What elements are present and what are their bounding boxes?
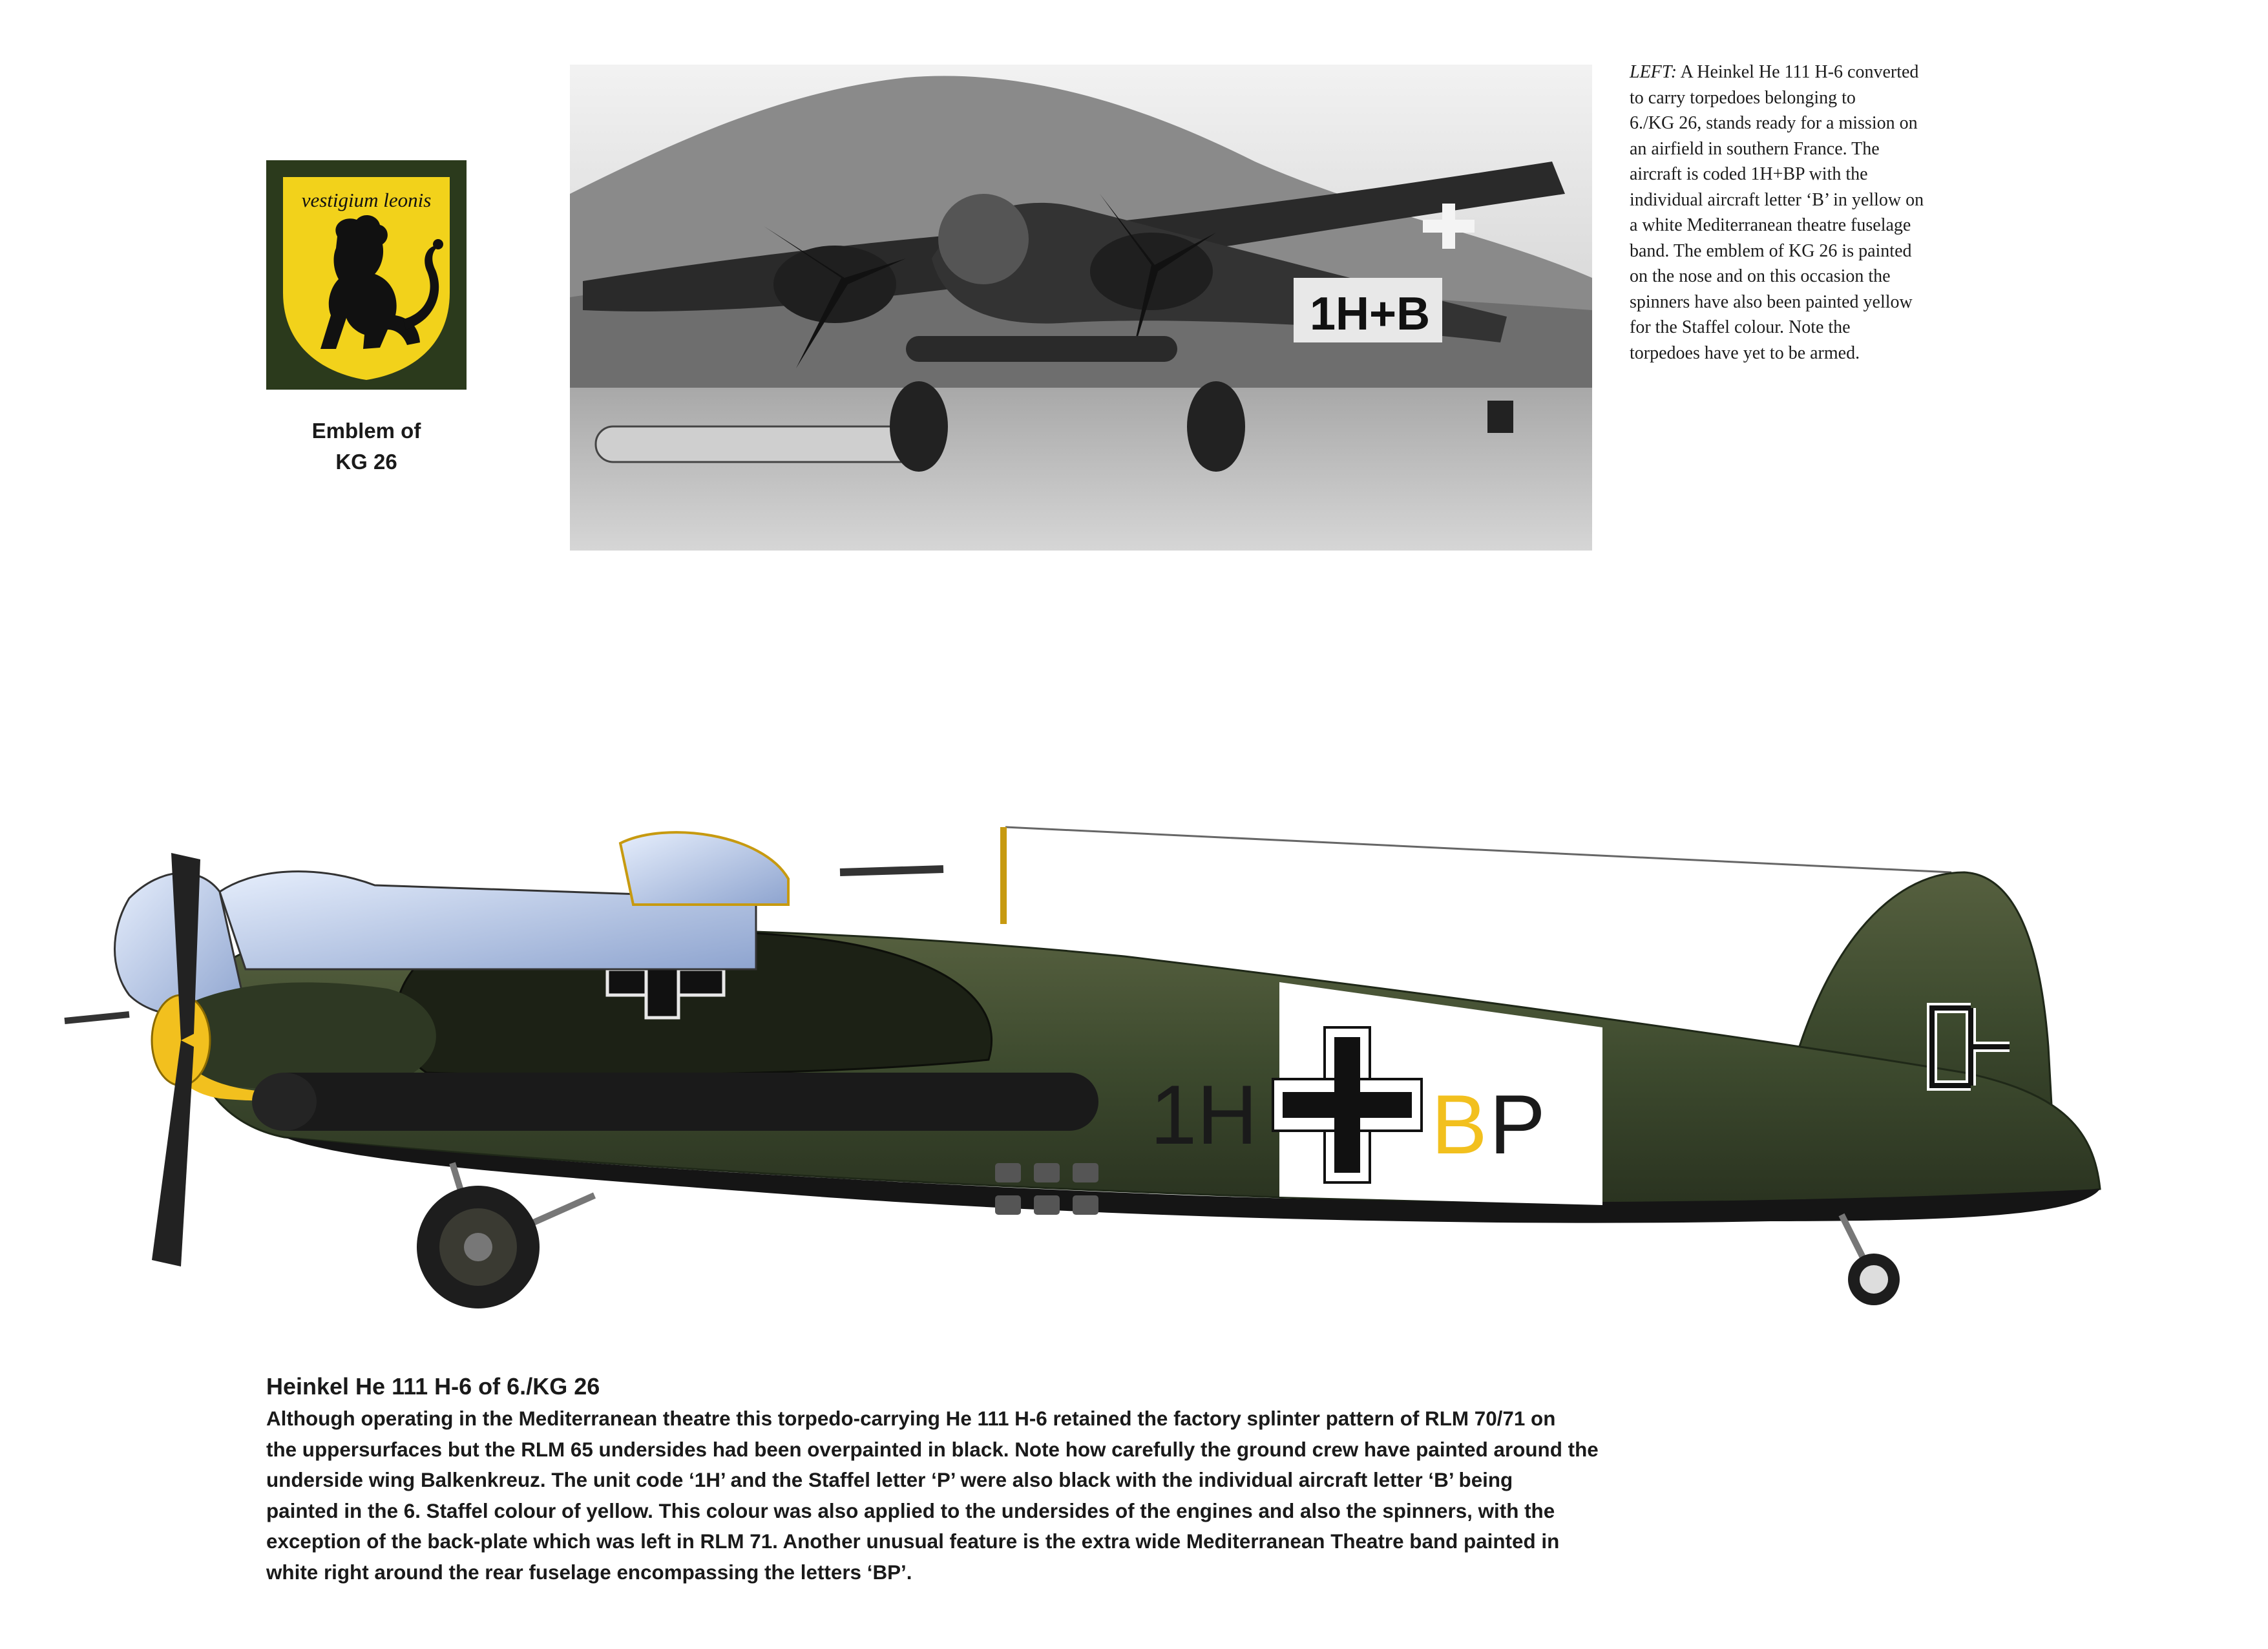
emblem-caption-line1: Emblem of	[311, 419, 421, 443]
photo-caption-line-3: an airfield in southern France. The	[1630, 138, 1880, 159]
description-line-1: the uppersurfaces but the RLM 65 undersides had been overpainted in black. Note how carefully the ground crew have painted around the	[266, 1438, 1599, 1461]
emblem-caption	[260, 415, 473, 478]
emblem-caption-line2: KG 26	[335, 450, 397, 474]
photo-caption-line-10: for the Staffel colour. Note the	[1630, 317, 1851, 337]
description-line-4: exception of the back-plate which was left in RLM 71. Another unusual feature is the extra wide Mediterranean Theatre band painted in	[266, 1530, 1560, 1553]
he111-photo	[570, 65, 1592, 551]
photo-caption-line-11: torpedoes have yet to be armed.	[1630, 342, 1860, 363]
kg26-emblem	[266, 160, 467, 390]
description-line-2: underside wing Balkenkreuz. The unit code ‘1H’ and the Staffel letter ‘P’ were also black with the individual aircraft letter ‘B’ being	[266, 1469, 1513, 1491]
description-line-3: painted in the 6. Staffel colour of yellow. This colour was also applied to the undersides of the engines and also the spinners, with the	[266, 1499, 1555, 1522]
photo-caption-line-5: individual aircraft letter ‘B’ in yellow on	[1630, 189, 1924, 210]
profile-unit-code: 1H	[1150, 1067, 1258, 1162]
description-title: Heinkel He 111 H-6 of 6./KG 26	[266, 1373, 600, 1400]
emblem-motto: vestigium leonis	[301, 189, 432, 211]
description-line-0: Although operating in the Mediterranean theatre this torpedo-carrying He 111 H-6 retained the factory splinter pattern of RLM 70/71 on	[266, 1407, 1556, 1430]
photo-caption-line	[1630, 59, 1998, 85]
photo-caption-line-6: a white Mediterranean theatre fuselage	[1630, 215, 1911, 235]
photo-caption-line-7: band. The emblem of KG 26 is painted	[1630, 240, 1912, 261]
aircraft-photo-image	[570, 65, 1592, 551]
profile-aircraft-letter: B	[1431, 1077, 1487, 1171]
photo-caption-line-0: A Heinkel He 111 H-6 converted	[1677, 62, 1919, 82]
photo-caption	[1630, 59, 1998, 366]
profile-description	[266, 1370, 1791, 1588]
photo-caption-line-9: spinners have also been painted yellow	[1630, 291, 1913, 312]
lion-shield-icon	[266, 160, 467, 390]
he111-profile-illustration	[26, 801, 2119, 1338]
aircraft-profile-image	[26, 801, 2119, 1338]
photo-caption-line-8: on the nose and on this occasion the	[1630, 266, 1891, 286]
photo-caption-lead: LEFT:	[1630, 62, 1677, 82]
description-body	[266, 1403, 1791, 1588]
description-line-5: white right around the rear fuselage encompassing the letters ‘BP’.	[266, 1560, 912, 1584]
photo-caption-line-4: aircraft is coded 1H+BP with the	[1630, 164, 1868, 184]
photo-fuselage-code: 1H+B	[1310, 288, 1431, 340]
photo-caption-line-1: to carry torpedoes belonging to	[1630, 87, 1856, 108]
photo-caption-line-2: 6./KG 26, stands ready for a mission on	[1630, 113, 1918, 133]
profile-staffel-letter: P	[1489, 1077, 1546, 1171]
